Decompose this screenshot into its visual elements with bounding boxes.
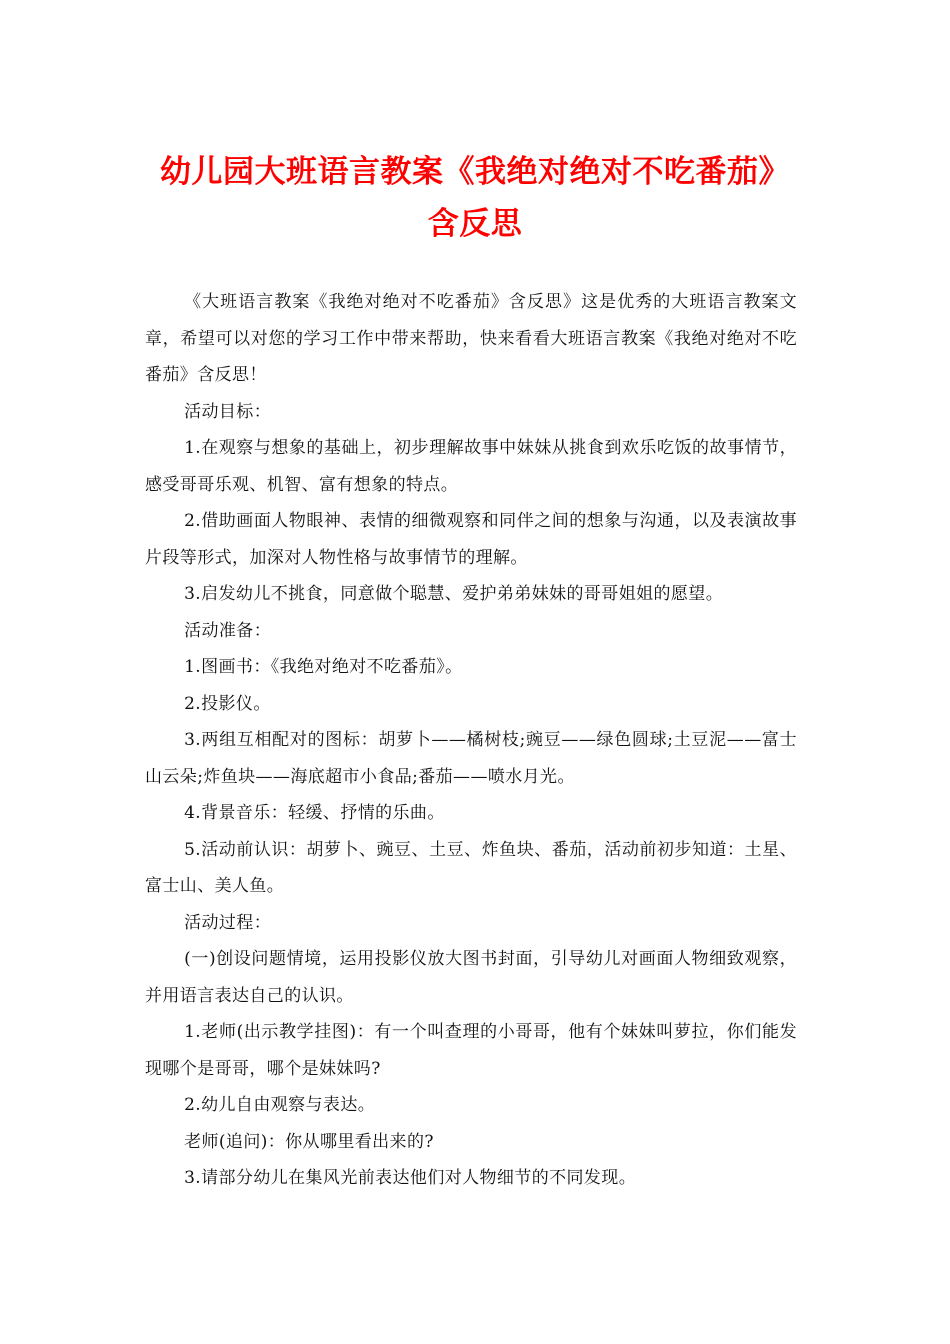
preparation-item: 4.背景音乐：轻缓、抒情的乐曲。 bbox=[184, 803, 445, 823]
process-step: 2.幼儿自由观察与表达。 bbox=[184, 1095, 376, 1115]
preparation-item: 5.活动前认识：胡萝卜、豌豆、土豆、炸鱼块、番茄，活动前初步知道：土星、富士山、美人鱼。 bbox=[145, 839, 797, 896]
process-step: 1.老师(出示教学挂图)：有一个叫查理的小哥哥，他有个妹妹叫萝拉，你们能发现哪个是哥哥，哪个是妹妹吗? bbox=[145, 1022, 797, 1079]
document-body bbox=[145, 284, 797, 1197]
process-step: 老师(追问)：你从哪里看出来的? bbox=[184, 1131, 434, 1152]
document-title: 幼儿园大班语言教案《我绝对绝对不吃番茄》含反思 bbox=[160, 154, 790, 242]
section-heading-preparation: 活动准备： bbox=[184, 620, 272, 641]
section-heading-process: 活动过程： bbox=[184, 912, 272, 933]
goal-item: 2.借助画面人物眼神、表情的细微观察和同伴之间的想象与沟通，以及表演故事片段等形式，加深对人物性格与故事情节的理解。 bbox=[145, 511, 797, 568]
preparation-item: 3.两组互相配对的图标：胡萝卜——橘树枝;豌豆——绿色圆球;土豆泥——富士山云朵;炸鱼块——海底超市小食品;番茄——喷水月光。 bbox=[145, 730, 797, 787]
process-step: (一)创设问题情境，运用投影仪放大图书封面，引导幼儿对画面人物细致观察，并用语言表达自己的认识。 bbox=[145, 949, 797, 1006]
process-step: 3.请部分幼儿在集风光前表达他们对人物细节的不同发现。 bbox=[184, 1168, 637, 1188]
preparation-item: 2.投影仪。 bbox=[184, 693, 271, 714]
goal-item: 3.启发幼儿不挑食，同意做个聪慧、爱护弟弟妹妹的哥哥姐姐的愿望。 bbox=[184, 584, 724, 604]
section-heading-goals: 活动目标： bbox=[184, 401, 272, 422]
preparation-item: 1.图画书：《我绝对绝对不吃番茄》。 bbox=[184, 657, 463, 677]
intro-paragraph: 《大班语言教案《我绝对绝对不吃番茄》含反思》这是优秀的大班语言教案文章，希望可以对您的学习工作中带来帮助，快来看看大班语言教案《我绝对绝对不吃番茄》含反思！ bbox=[145, 292, 797, 385]
goal-item: 1.在观察与想象的基础上，初步理解故事中妹妹从挑食到欢乐吃饭的故事情节，感受哥哥乐观、机智、富有想象的特点。 bbox=[145, 438, 797, 495]
